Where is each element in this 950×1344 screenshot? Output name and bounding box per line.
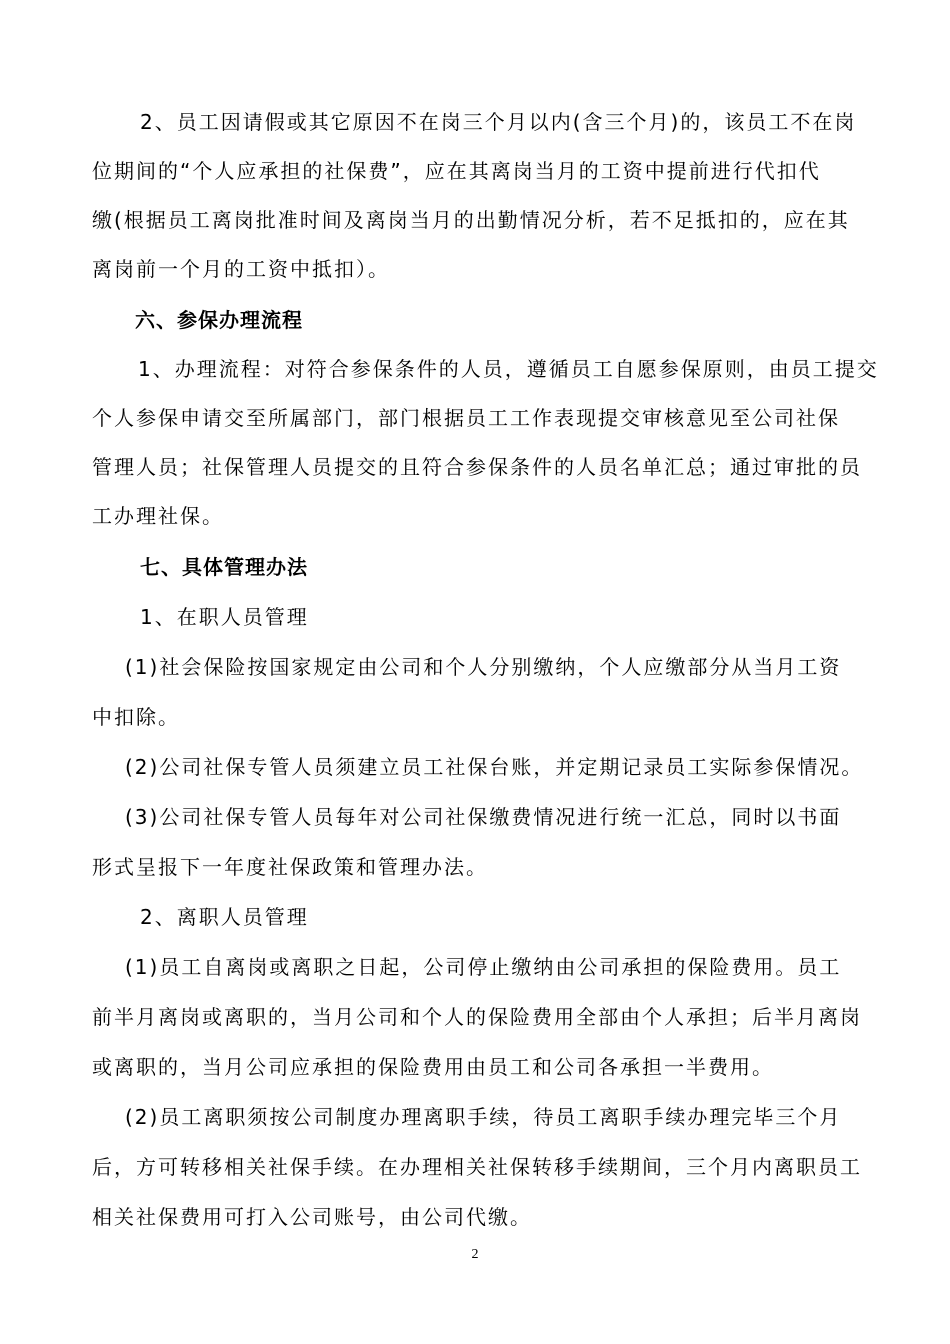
process-line-2: 个人参保申请交至所属部门，部门根据员工工作表现提交审核意见至公司社保 (92, 406, 840, 430)
page-number: 2 (471, 1247, 479, 1262)
paragraph-2-line-3: 缴(根据员工离岗批准时间及离岗当月的出勤情况分析，若不足抵扣的，应在其 (92, 208, 850, 232)
section-heading-6: 六、参保办理流程 (135, 308, 303, 332)
departure-rule-1-line-2: 前半月离岗或离职的，当月公司和个人的保险费用全部由个人承担；后半月离岗 (92, 1005, 862, 1029)
employee-rule-2: (2)公司社保专管人员须建立员工社保台账，并定期记录员工实际参保情况。 (125, 755, 864, 779)
departure-rule-2-line-1: (2)员工离职须按公司制度办理离职手续，待员工离职手续办理完毕三个月 (125, 1105, 842, 1129)
employee-rule-3-line-1: (3)公司社保专管人员每年对公司社保缴费情况进行统一汇总，同时以书面 (125, 805, 842, 829)
paragraph-2-line-1: 2、员工因请假或其它原因不在岗三个月以内(含三个月)的，该员工不在岗 (140, 110, 857, 134)
process-line-1: 1、办理流程：对符合参保条件的人员，遵循员工自愿参保原则，由员工提交 (138, 357, 879, 381)
process-line-4: 工办理社保。 (92, 504, 224, 528)
employee-rule-1-line-2: 中扣除。 (92, 705, 180, 729)
departure-rule-1-line-1: (1)员工自离岗或离职之日起，公司停止缴纳由公司承担的保险费用。员工 (125, 955, 842, 979)
departure-rule-1-line-3: 或离职的，当月公司应承担的保险费用由员工和公司各承担一半费用。 (92, 1055, 774, 1079)
subsection-heading-2: 2、离职人员管理 (140, 905, 309, 929)
departure-rule-2-line-2: 后，方可转移相关社保手续。在办理相关社保转移手续期间，三个月内离职员工 (92, 1155, 862, 1179)
paragraph-2-line-4: 离岗前一个月的工资中抵扣）。 (92, 257, 390, 281)
employee-rule-3-line-2: 形式呈报下一年度社保政策和管理办法。 (92, 855, 488, 879)
departure-rule-2-line-3: 相关社保费用可打入公司账号，由公司代缴。 (92, 1205, 532, 1229)
paragraph-2-line-2: 位期间的“个人应承担的社保费”，应在其离岗当月的工资中提前进行代扣代 (92, 159, 821, 183)
subsection-heading-1: 1、在职人员管理 (140, 605, 309, 629)
employee-rule-1-line-1: (1)社会保险按国家规定由公司和个人分别缴纳，个人应缴部分从当月工资 (125, 655, 842, 679)
process-line-3: 管理人员；社保管理人员提交的且符合参保条件的人员名单汇总；通过审批的员 (92, 455, 862, 479)
section-heading-7: 七、具体管理办法 (140, 555, 308, 579)
